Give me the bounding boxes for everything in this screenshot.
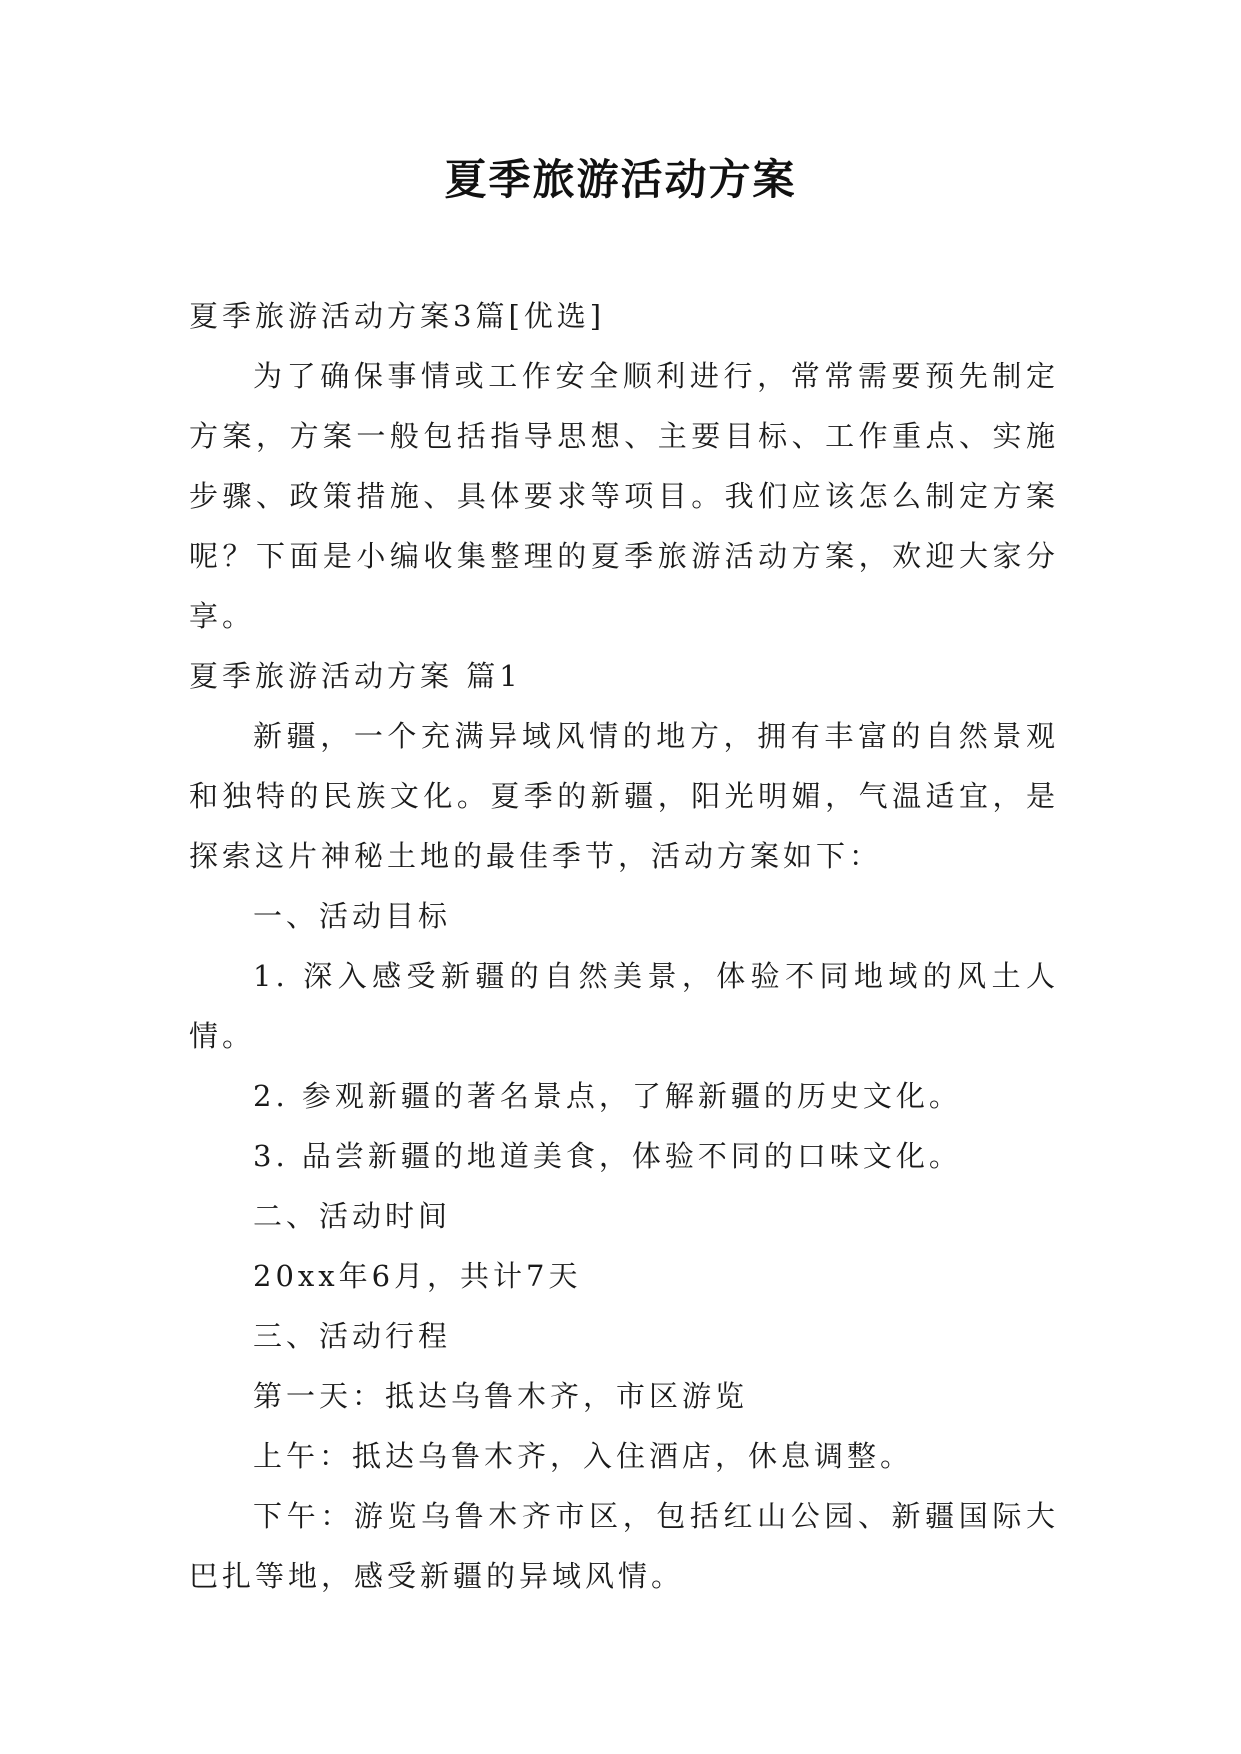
section-heading: 夏季旅游活动方案 篇1 <box>189 659 522 693</box>
section-intro-paragraph: 新疆，一个充满异域风情的地方，拥有丰富的自然景观和独特的民族文化。夏季的新疆，阳光明媚，气温适宜，是探索这片神秘土地的最佳季节，活动方案如下： <box>189 719 1059 873</box>
itinerary-afternoon: 下午：游览乌鲁木齐市区，包括红山公园、新疆国际大巴扎等地，感受新疆的异域风情。 <box>189 1499 1059 1593</box>
intro-paragraph: 为了确保事情或工作安全顺利进行，常常需要预先制定方案，方案一般包括指导思想、主要目标、工作重点、实施步骤、政策措施、具体要求等项目。我们应该怎么制定方案呢？下面是小编收集整理的夏季旅游活动方案，欢迎大家分享。 <box>189 359 1059 633</box>
subtitle-line: 夏季旅游活动方案3篇[优选] <box>189 299 606 333</box>
goal-item-2: 2. 参观新疆的著名景点，了解新疆的历史文化。 <box>253 1079 962 1113</box>
activity-time-text: 20xx年6月，共计7天 <box>253 1259 582 1293</box>
itinerary-day-1: 第一天：抵达乌鲁木齐，市区游览 <box>253 1379 749 1413</box>
goal-item-1: 1. 深入感受新疆的自然美景，体验不同地域的风土人情。 <box>189 959 1059 1053</box>
document-body <box>189 286 1059 1606</box>
heading-activity-time: 二、活动时间 <box>253 1199 452 1233</box>
goal-item-3: 3. 品尝新疆的地道美食，体验不同的口味文化。 <box>253 1139 962 1173</box>
heading-activity-goals: 一、活动目标 <box>253 899 452 933</box>
document-title: 夏季旅游活动方案 <box>444 155 797 204</box>
heading-itinerary: 三、活动行程 <box>253 1319 452 1353</box>
itinerary-morning: 上午：抵达乌鲁木齐，入住酒店，休息调整。 <box>253 1439 914 1473</box>
